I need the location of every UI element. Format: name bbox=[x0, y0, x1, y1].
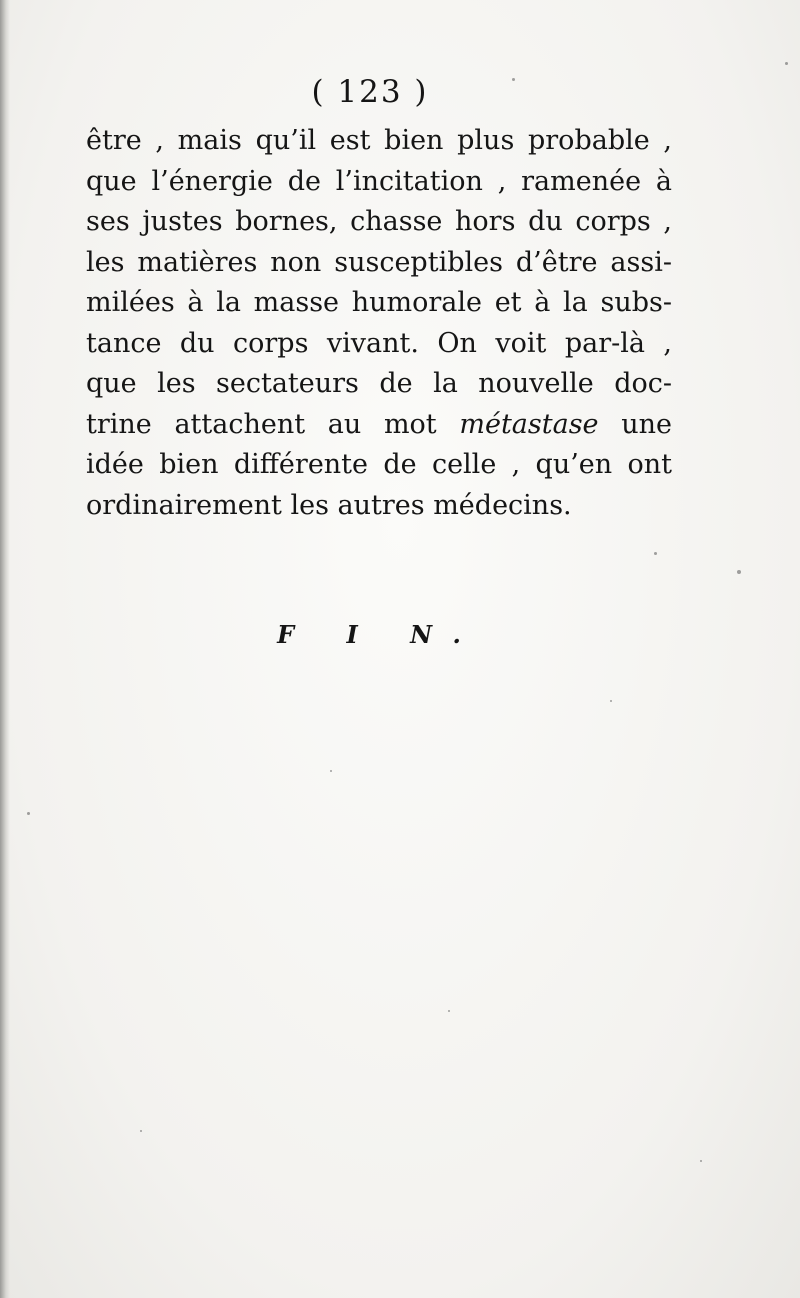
text-line: tance du corps vivant. On voit par-là , bbox=[86, 327, 672, 359]
paper-speck bbox=[737, 570, 741, 574]
paper-speck bbox=[785, 62, 788, 65]
paper-speck bbox=[27, 812, 30, 815]
end-mark: F I N. bbox=[277, 620, 483, 649]
paper-speck bbox=[610, 700, 612, 702]
text-line: ordinairement les autres médecins. bbox=[86, 489, 572, 521]
italic-term: métastase bbox=[459, 408, 599, 440]
text-line: être , mais qu’il est bien plus probable , bbox=[86, 125, 672, 156]
body-text bbox=[86, 121, 672, 526]
paper-speck bbox=[140, 1130, 142, 1132]
paper-speck bbox=[654, 552, 657, 555]
paper-speck bbox=[330, 770, 332, 772]
text-line: les matières non susceptibles d’être assi- bbox=[86, 246, 672, 278]
page-edge-shadow bbox=[0, 0, 10, 1298]
text-line: que les sectateurs de la nouvelle doc- bbox=[86, 368, 672, 399]
text-line: idée bien différente de celle , qu’en ont bbox=[86, 449, 672, 480]
text-line: ses justes bornes, chasse hors du corps , bbox=[86, 206, 672, 237]
page-number: ( 123 ) bbox=[311, 74, 429, 110]
paper-speck bbox=[700, 1160, 702, 1162]
text-line: que l’énergie de l’incitation , ramenée à bbox=[86, 165, 672, 197]
text-line: trine attachent au mot métastase une bbox=[86, 408, 672, 440]
text-line: milées à la masse humorale et à la subs- bbox=[86, 287, 672, 318]
paper-speck bbox=[512, 78, 515, 81]
paper-speck bbox=[448, 1010, 450, 1012]
